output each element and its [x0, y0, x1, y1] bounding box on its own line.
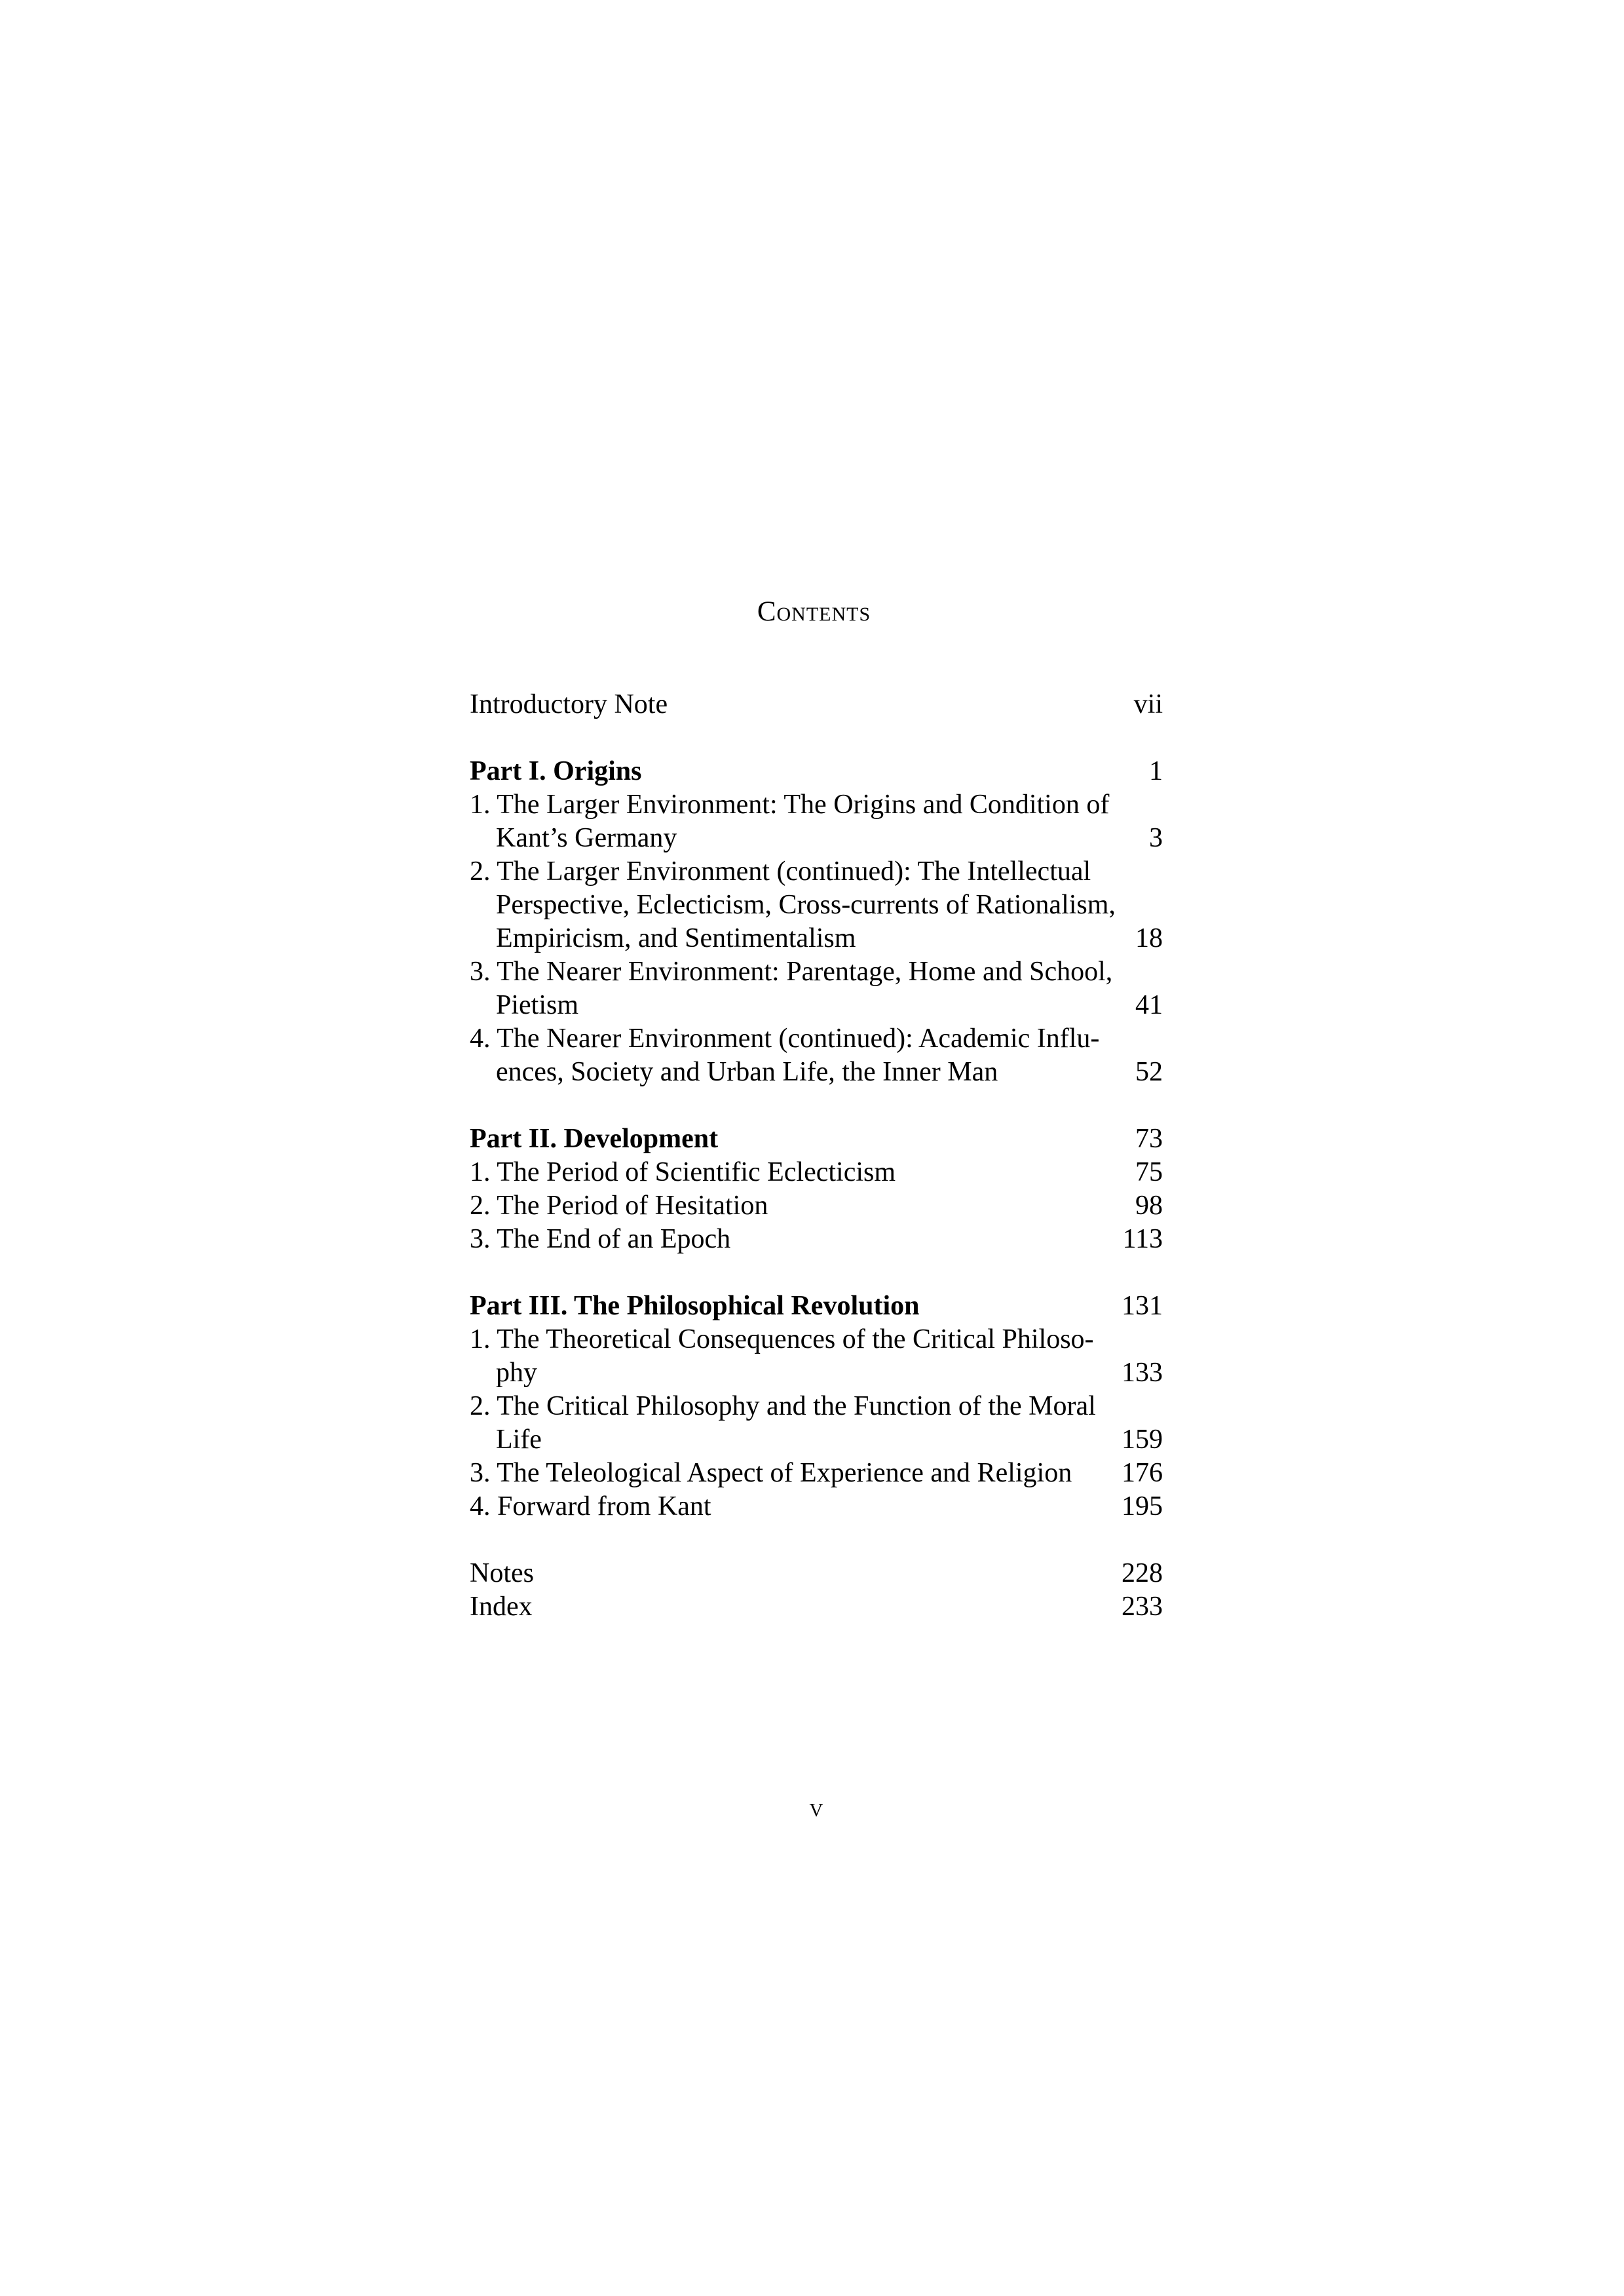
toc-entry-text: phy	[496, 1358, 537, 1388]
toc-page-number: 3	[1149, 823, 1163, 853]
toc-page-number: 18	[1135, 923, 1163, 953]
toc-page-number: 113	[1122, 1224, 1163, 1254]
toc-entry	[470, 855, 1163, 955]
toc-entry	[470, 955, 1163, 1022]
toc-page-number: 228	[1122, 1558, 1163, 1588]
toc-line	[470, 1056, 1163, 1089]
toc-entry-text: ences, Society and Urban Life, the Inner Man	[496, 1057, 998, 1087]
toc-part-heading	[470, 1122, 1163, 1156]
toc-entry-text: Part III. The Philosophical Revolution	[470, 1291, 920, 1321]
toc-entry-text: Pietism	[496, 990, 579, 1020]
toc-line	[470, 1122, 1163, 1156]
toc-entry-text: Part II. Development	[470, 1124, 719, 1154]
toc-entry	[470, 1223, 1163, 1256]
toc-line	[470, 1223, 1163, 1256]
toc-entry	[470, 688, 1163, 721]
toc-entry-text: 2. The Larger Environment (continued): The Intellectual	[470, 856, 1091, 887]
toc-page-number: 159	[1122, 1425, 1163, 1455]
toc-page-number: 1	[1149, 756, 1163, 786]
toc-entry	[470, 1557, 1163, 1590]
toc-page-number: 52	[1135, 1057, 1163, 1087]
toc-line	[470, 1356, 1163, 1390]
table-of-contents	[470, 688, 1163, 1624]
toc-entry-text: Introductory Note	[470, 689, 668, 719]
toc-line	[470, 1557, 1163, 1590]
toc-entry-text: 1. The Theoretical Consequences of the Critical Philoso-	[470, 1324, 1094, 1354]
toc-entry	[470, 1156, 1163, 1189]
toc-entry-text: Life	[496, 1425, 542, 1455]
toc-entry-text: 4. The Nearer Environment (continued): Academic Influ-	[470, 1024, 1100, 1054]
toc-entry	[470, 1490, 1163, 1523]
toc-line	[470, 889, 1163, 922]
toc-entry	[470, 1457, 1163, 1490]
toc-entry	[470, 1022, 1163, 1089]
toc-page-number: 176	[1122, 1458, 1163, 1488]
toc-entry-text: Perspective, Eclecticism, Cross-currents of Rationalism,	[496, 890, 1116, 920]
toc-line	[470, 855, 1163, 889]
toc-line	[470, 788, 1163, 822]
page-title: Contents	[757, 596, 871, 627]
toc-entry-text: 4. Forward from Kant	[470, 1491, 711, 1521]
toc-entry-text: Kant’s Germany	[496, 823, 677, 853]
toc-entry-text: 3. The End of an Epoch	[470, 1224, 731, 1254]
toc-part-heading	[470, 755, 1163, 788]
toc-entry	[470, 1189, 1163, 1223]
toc-entry-text: 1. The Larger Environment: The Origins and Condition of	[470, 790, 1110, 820]
toc-line	[470, 1323, 1163, 1356]
toc-page-number: 41	[1135, 990, 1163, 1020]
toc-page-number: 98	[1135, 1191, 1163, 1221]
toc-part-heading	[470, 1290, 1163, 1323]
toc-line	[470, 1390, 1163, 1423]
toc-line	[470, 955, 1163, 989]
toc-page-number: 73	[1135, 1124, 1163, 1154]
toc-entry-text: 2. The Critical Philosophy and the Function of the Moral	[470, 1391, 1096, 1421]
toc-page-number: vii	[1133, 689, 1163, 719]
toc-entry-text: Empiricism, and Sentimentalism	[496, 923, 856, 953]
toc-line	[470, 688, 1163, 721]
toc-entry-text: 1. The Period of Scientific Eclecticism	[470, 1157, 896, 1187]
toc-page-number: 133	[1122, 1358, 1163, 1388]
toc-line	[470, 922, 1163, 955]
toc-page-number: 195	[1122, 1491, 1163, 1521]
toc-page-number: 233	[1122, 1592, 1163, 1622]
toc-entry	[470, 788, 1163, 855]
toc-line	[470, 989, 1163, 1022]
toc-entry	[470, 1390, 1163, 1457]
toc-line	[470, 1590, 1163, 1624]
toc-entry	[470, 1323, 1163, 1390]
toc-line	[470, 1490, 1163, 1523]
toc-line	[470, 1290, 1163, 1323]
toc-line	[470, 1189, 1163, 1223]
folio-page-number: v	[809, 1793, 823, 1823]
toc-line	[470, 822, 1163, 855]
toc-entry-text: 2. The Period of Hesitation	[470, 1191, 768, 1221]
toc-line	[470, 1156, 1163, 1189]
toc-page-number: 131	[1122, 1291, 1163, 1321]
toc-line	[470, 1022, 1163, 1056]
toc-line	[470, 1457, 1163, 1490]
toc-entry-text: Part I. Origins	[470, 756, 642, 786]
toc-entry-text: 3. The Teleological Aspect of Experience and Religion	[470, 1458, 1072, 1488]
toc-entry	[470, 1590, 1163, 1624]
toc-entry-text: Notes	[470, 1558, 534, 1588]
toc-entry-text: 3. The Nearer Environment: Parentage, Home and School,	[470, 957, 1113, 987]
toc-entry-text: Index	[470, 1592, 533, 1622]
toc-line	[470, 1423, 1163, 1457]
toc-line	[470, 755, 1163, 788]
toc-page-number: 75	[1135, 1157, 1163, 1187]
